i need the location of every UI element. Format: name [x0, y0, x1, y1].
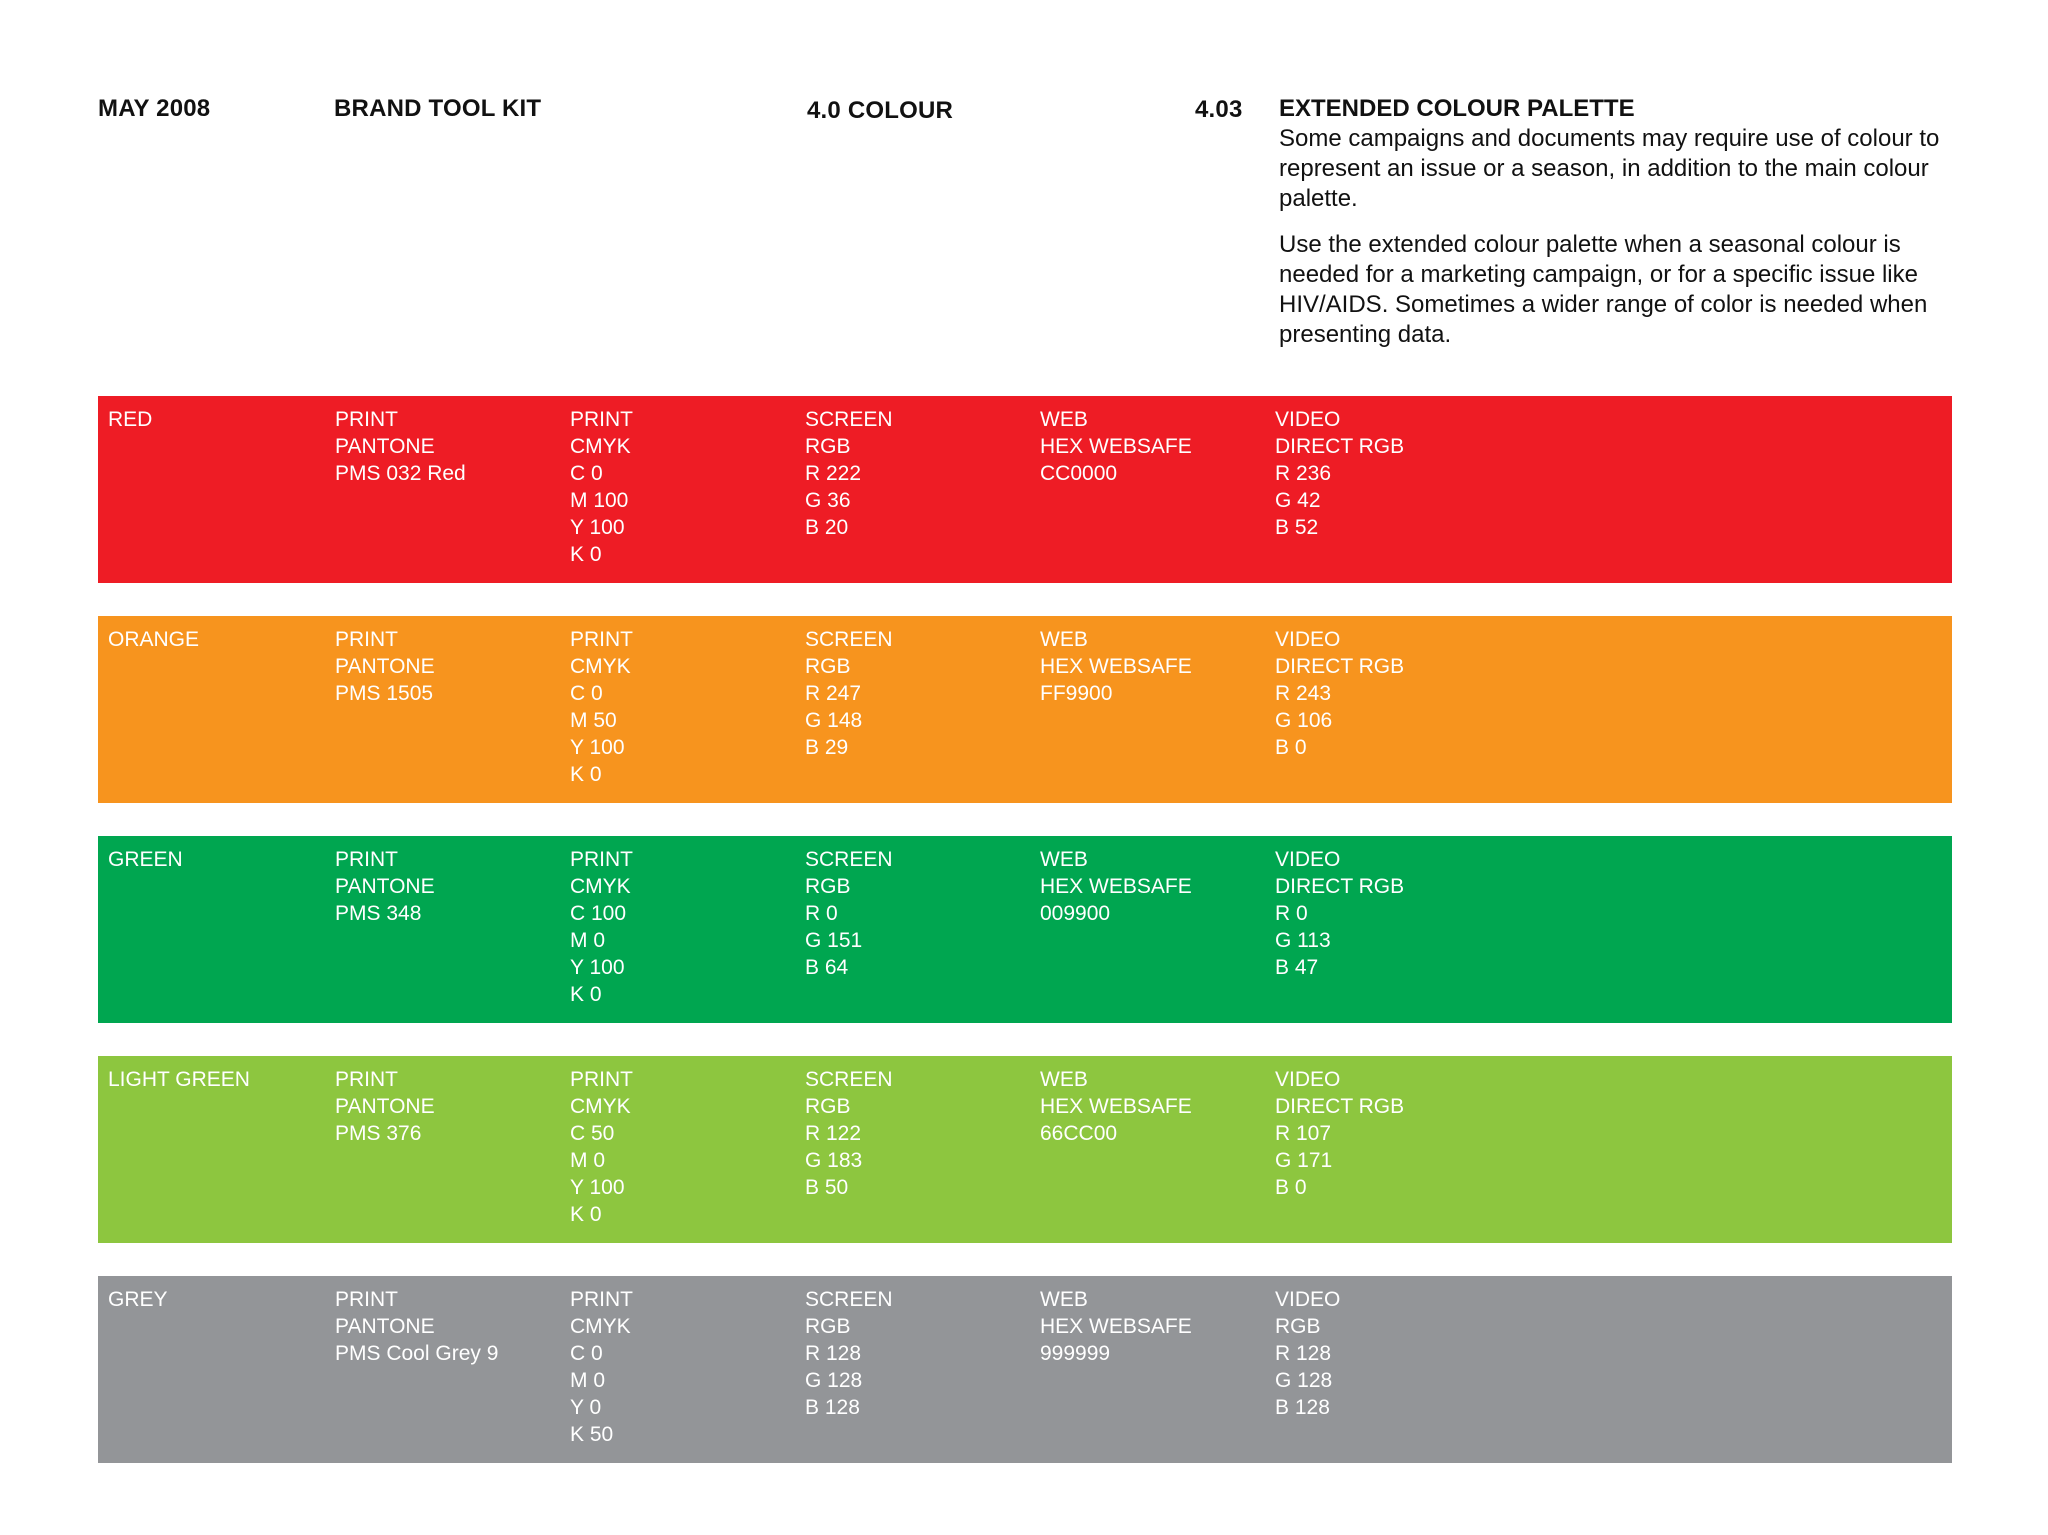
rgb-b: B 29 [805, 736, 849, 759]
cmyk-c: C 50 [570, 1122, 615, 1145]
web-label-1: WEB [1040, 628, 1088, 651]
video-label-1: VIDEO [1275, 848, 1341, 871]
cmyk-y: Y 100 [570, 1176, 625, 1199]
intro-title: EXTENDED COLOUR PALETTE [1279, 95, 1635, 122]
web-hex-spec [1040, 626, 1192, 707]
pantone-label-2: PANTONE [335, 655, 435, 678]
video-r: R 107 [1275, 1122, 1332, 1145]
cmyk-k: K 0 [570, 543, 602, 566]
rgb-b: B 20 [805, 516, 849, 539]
colour-band-grey [98, 1276, 1952, 1463]
rgb-r: R 222 [805, 462, 862, 485]
colour-name: ORANGE [108, 628, 200, 651]
video-rgb-spec [1275, 1286, 1340, 1421]
pantone-spec [335, 1286, 498, 1367]
video-label-2: DIRECT RGB [1275, 655, 1405, 678]
cmyk-label-1: PRINT [570, 628, 633, 651]
pantone-label-1: PRINT [335, 628, 398, 651]
video-b: B 128 [1275, 1396, 1330, 1419]
screen-rgb-spec [805, 626, 893, 761]
pantone-value: PMS 032 Red [335, 462, 466, 485]
web-hex-value: FF9900 [1040, 682, 1113, 705]
cmyk-m: M 0 [570, 929, 606, 952]
pantone-spec [335, 1066, 435, 1147]
video-r: R 128 [1275, 1342, 1332, 1365]
pantone-spec [335, 846, 435, 927]
rgb-label-1: SCREEN [805, 848, 893, 871]
web-hex-spec [1040, 406, 1192, 487]
web-label-1: WEB [1040, 848, 1088, 871]
cmyk-spec [570, 406, 633, 568]
cmyk-m: M 50 [570, 709, 617, 732]
video-g: G 171 [1275, 1149, 1333, 1172]
intro-paragraph-2: Use the extended colour palette when a seasonal colour is needed for a marketing campaign, or for a specific issue like HIV/AIDS. Sometimes a wider range of color is needed when presenting data. [1279, 231, 1928, 348]
rgb-g: G 151 [805, 929, 863, 952]
screen-rgb-spec [805, 1066, 893, 1201]
video-label-2: DIRECT RGB [1275, 435, 1405, 458]
cmyk-spec [570, 846, 633, 1008]
web-label-2: HEX WEBSAFE [1040, 875, 1192, 898]
header-date: MAY 2008 [98, 95, 211, 122]
cmyk-k: K 0 [570, 983, 602, 1006]
colour-name: LIGHT GREEN [108, 1068, 250, 1091]
rgb-b: B 64 [805, 956, 849, 979]
cmyk-label-1: PRINT [570, 1288, 633, 1311]
web-label-1: WEB [1040, 408, 1088, 431]
video-label-2: DIRECT RGB [1275, 1095, 1405, 1118]
header-section: 4.0 COLOUR [807, 97, 954, 124]
video-b: B 47 [1275, 956, 1319, 979]
colour-name: RED [108, 408, 153, 431]
cmyk-spec [570, 1286, 633, 1448]
rgb-label-2: RGB [805, 435, 851, 458]
video-rgb-spec [1275, 406, 1404, 541]
colour-band-orange [98, 616, 1952, 803]
video-rgb-spec [1275, 626, 1404, 761]
screen-rgb-spec [805, 846, 893, 981]
pantone-value: PMS 348 [335, 902, 422, 925]
video-b: B 0 [1275, 736, 1307, 759]
video-b: B 52 [1275, 516, 1319, 539]
pantone-label-1: PRINT [335, 1068, 398, 1091]
cmyk-y: Y 100 [570, 956, 625, 979]
cmyk-k: K 0 [570, 1203, 602, 1226]
cmyk-label-2: CMYK [570, 435, 631, 458]
colour-band-red [98, 396, 1952, 583]
cmyk-spec [570, 626, 633, 788]
header-page-number: 4.03 [1195, 96, 1243, 123]
cmyk-c: C 0 [570, 682, 603, 705]
rgb-label-1: SCREEN [805, 1068, 893, 1091]
video-r: R 243 [1275, 682, 1332, 705]
rgb-label-2: RGB [805, 875, 851, 898]
video-label-2: DIRECT RGB [1275, 875, 1405, 898]
video-r: R 0 [1275, 902, 1308, 925]
colour-name: GREEN [108, 848, 183, 871]
video-b: B 0 [1275, 1176, 1307, 1199]
cmyk-c: C 0 [570, 1342, 603, 1365]
pantone-label-2: PANTONE [335, 435, 435, 458]
pantone-spec [335, 406, 466, 487]
rgb-label-1: SCREEN [805, 628, 893, 651]
cmyk-k: K 50 [570, 1423, 614, 1446]
cmyk-label-2: CMYK [570, 1095, 631, 1118]
rgb-b: B 50 [805, 1176, 849, 1199]
cmyk-c: C 0 [570, 462, 603, 485]
pantone-label-2: PANTONE [335, 1315, 435, 1338]
web-hex-value: 999999 [1040, 1342, 1111, 1365]
web-label-1: WEB [1040, 1068, 1088, 1091]
intro-paragraph-1: Some campaigns and documents may require use of colour to represent an issue or a season, in addition to the main colour palette. [1279, 125, 1940, 212]
rgb-g: G 148 [805, 709, 863, 732]
web-label-2: HEX WEBSAFE [1040, 1315, 1192, 1338]
rgb-label-2: RGB [805, 655, 851, 678]
cmyk-label-2: CMYK [570, 1315, 631, 1338]
web-hex-spec [1040, 1286, 1192, 1367]
video-label-1: VIDEO [1275, 408, 1341, 431]
rgb-label-2: RGB [805, 1315, 851, 1338]
pantone-value: PMS Cool Grey 9 [335, 1342, 499, 1365]
rgb-g: G 36 [805, 489, 851, 512]
pantone-label-1: PRINT [335, 1288, 398, 1311]
cmyk-m: M 0 [570, 1149, 606, 1172]
web-label-2: HEX WEBSAFE [1040, 435, 1192, 458]
rgb-label-1: SCREEN [805, 408, 893, 431]
colour-name: GREY [108, 1288, 168, 1311]
web-hex-value: 009900 [1040, 902, 1111, 925]
rgb-r: R 122 [805, 1122, 862, 1145]
rgb-r: R 247 [805, 682, 862, 705]
rgb-label-1: SCREEN [805, 1288, 893, 1311]
video-g: G 42 [1275, 489, 1321, 512]
cmyk-k: K 0 [570, 763, 602, 786]
web-label-2: HEX WEBSAFE [1040, 655, 1192, 678]
cmyk-spec [570, 1066, 633, 1228]
pantone-spec [335, 626, 435, 707]
cmyk-c: C 100 [570, 902, 627, 925]
header-brand-tool-kit: BRAND TOOL KIT [334, 95, 542, 122]
pantone-label-2: PANTONE [335, 1095, 435, 1118]
video-g: G 113 [1275, 929, 1331, 952]
web-hex-spec [1040, 846, 1192, 927]
cmyk-y: Y 100 [570, 736, 625, 759]
web-hex-value: CC0000 [1040, 462, 1118, 485]
pantone-label-2: PANTONE [335, 875, 435, 898]
video-r: R 236 [1275, 462, 1332, 485]
colour-band-green [98, 836, 1952, 1023]
intro-block [1279, 94, 1979, 350]
video-rgb-spec [1275, 846, 1404, 981]
web-label-1: WEB [1040, 1288, 1088, 1311]
web-hex-value: 66CC00 [1040, 1122, 1118, 1145]
cmyk-y: Y 100 [570, 516, 625, 539]
cmyk-label-2: CMYK [570, 875, 631, 898]
screen-rgb-spec [805, 1286, 893, 1421]
cmyk-label-1: PRINT [570, 408, 633, 431]
rgb-b: B 128 [805, 1396, 860, 1419]
rgb-label-2: RGB [805, 1095, 851, 1118]
rgb-r: R 0 [805, 902, 838, 925]
video-g: G 106 [1275, 709, 1333, 732]
pantone-value: PMS 376 [335, 1122, 422, 1145]
web-label-2: HEX WEBSAFE [1040, 1095, 1192, 1118]
web-hex-spec [1040, 1066, 1192, 1147]
pantone-value: PMS 1505 [335, 682, 434, 705]
video-label-2: RGB [1275, 1315, 1321, 1338]
screen-rgb-spec [805, 406, 893, 541]
cmyk-label-1: PRINT [570, 848, 633, 871]
colour-band-light-green [98, 1056, 1952, 1243]
cmyk-label-1: PRINT [570, 1068, 633, 1091]
cmyk-m: M 100 [570, 489, 629, 512]
video-label-1: VIDEO [1275, 628, 1341, 651]
video-g: G 128 [1275, 1369, 1333, 1392]
pantone-label-1: PRINT [335, 408, 398, 431]
video-label-1: VIDEO [1275, 1288, 1341, 1311]
rgb-g: G 128 [805, 1369, 863, 1392]
rgb-g: G 183 [805, 1149, 863, 1172]
video-label-1: VIDEO [1275, 1068, 1341, 1091]
pantone-label-1: PRINT [335, 848, 398, 871]
cmyk-m: M 0 [570, 1369, 606, 1392]
cmyk-y: Y 0 [570, 1396, 602, 1419]
rgb-r: R 128 [805, 1342, 862, 1365]
cmyk-label-2: CMYK [570, 655, 631, 678]
video-rgb-spec [1275, 1066, 1404, 1201]
